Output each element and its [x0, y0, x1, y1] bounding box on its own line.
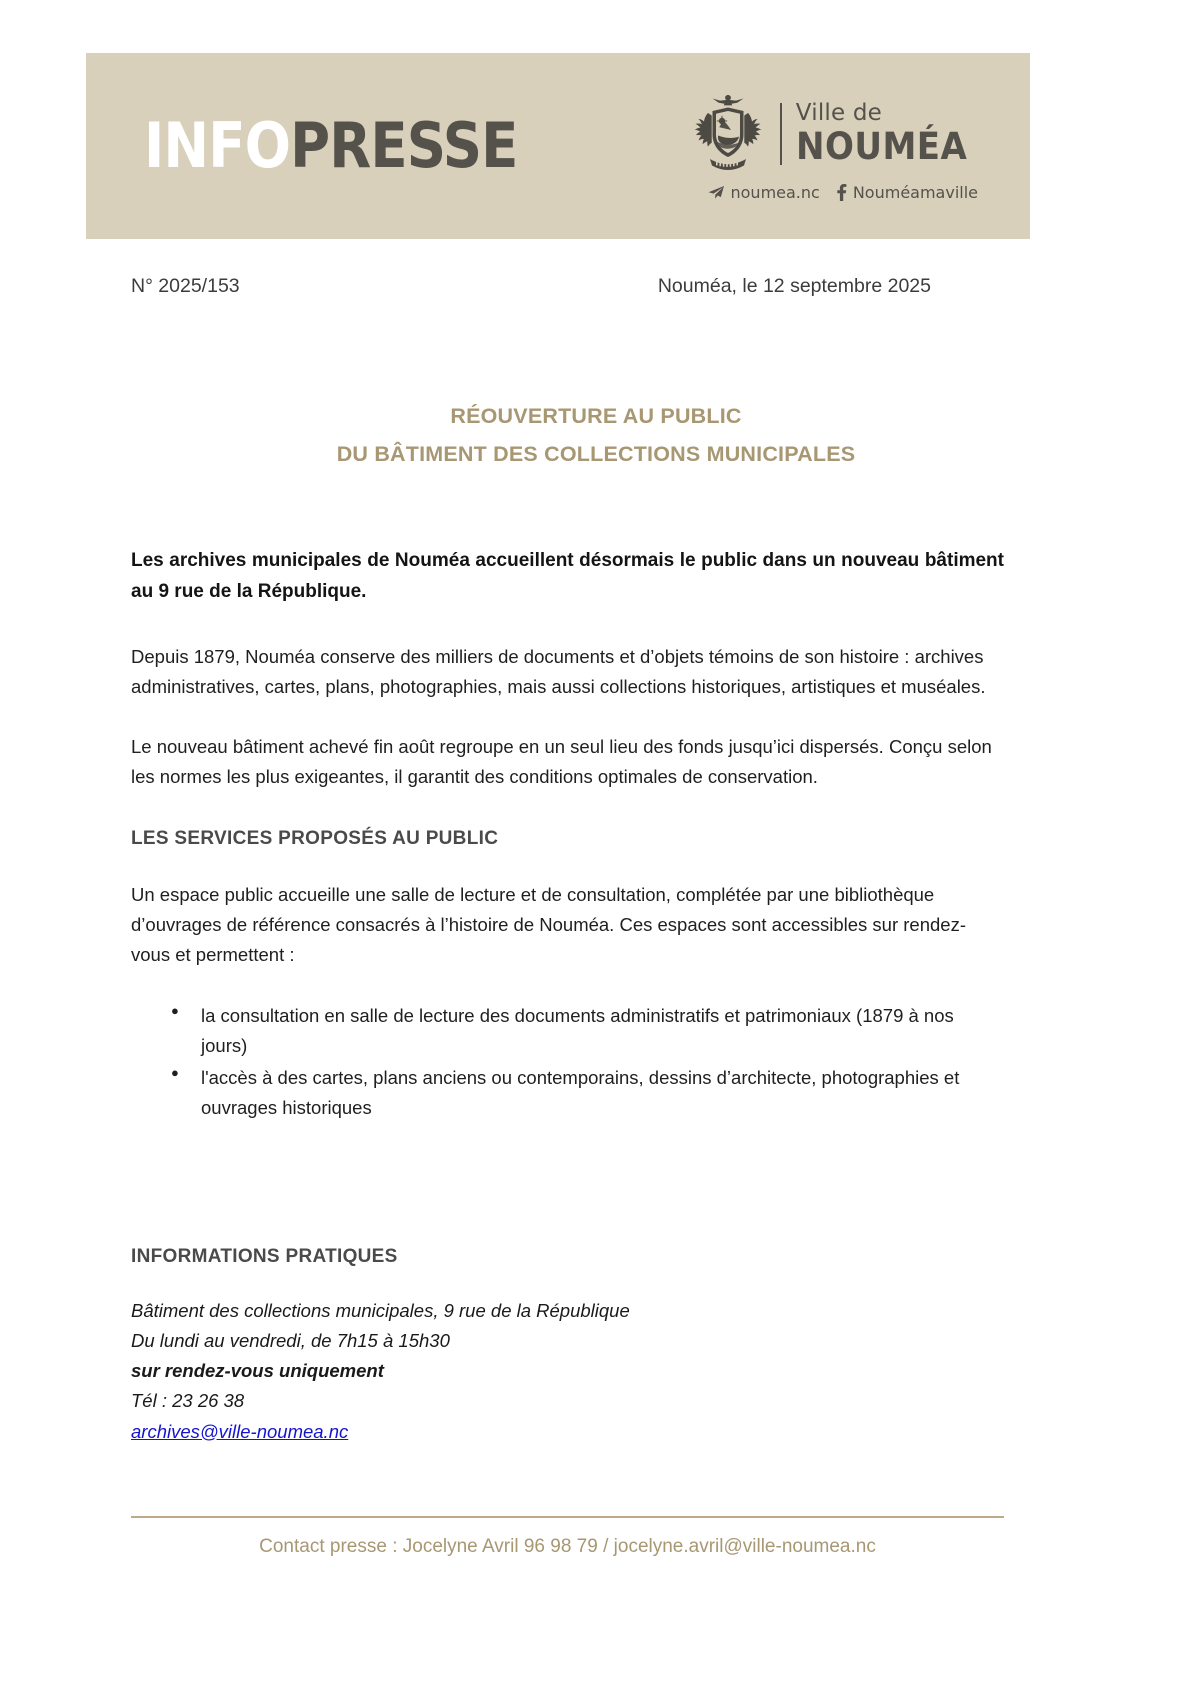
footer-contact-text[interactable]: Contact presse : Jocelyne Avril 96 98 79 / jocelyne.avril@ville-noumea.nc — [259, 1536, 876, 1557]
social-links-row — [708, 183, 983, 202]
brand-noumea-label: NOUMÉA — [795, 125, 968, 168]
brand-text — [795, 100, 982, 168]
place-and-date: Nouméa, le 12 septembre 2025 — [657, 275, 931, 297]
infopresse-wordmark — [144, 109, 518, 182]
practical-appointment-note: sur rendez-vous uniquement — [131, 1360, 384, 1382]
social-label-facebook: Nouméamaville — [852, 182, 978, 202]
paper-plane-icon — [708, 185, 725, 200]
page-title-line-1: RÉOUVERTURE AU PUBLIC — [450, 404, 742, 428]
practical-phone: Tél : 23 26 38 — [131, 1390, 245, 1412]
brand-divider — [780, 103, 782, 165]
footer-divider — [131, 1516, 1004, 1518]
social-label-website: noumea.nc — [730, 182, 820, 202]
lead-paragraph: Les archives municipales de Nouméa accueillent désormais le public dans un nouveau bâtiment au 9 rue de la République. — [131, 550, 1004, 602]
body-paragraph-3: Un espace public accueille une salle de lecture et de consultation, complétée par une bibliothèque d’ouvrages de référence consacrés à l’histoire de Nouméa. Ces espaces sont accessibles sur rendez-vous et permettent : — [131, 884, 966, 966]
document-body — [131, 546, 1004, 1125]
coat-of-arms-icon — [690, 91, 766, 177]
social-link-facebook[interactable] — [836, 183, 978, 202]
ville-de-noumea-logo — [690, 91, 982, 202]
section-heading-services: LES SERVICES PROPOSÉS AU PUBLIC — [131, 828, 499, 850]
page-title-line-2: DU BÂTIMENT DES COLLECTIONS MUNICIPALES — [336, 441, 856, 466]
practical-information-block — [131, 1246, 1004, 1447]
meta-line — [131, 275, 931, 298]
list-item: ● la consultation en salle de lecture des documents administratifs et patrimoniaux (1879 à nos jours) — [171, 1001, 1004, 1061]
body-paragraph-2: Le nouveau bâtiment achevé fin août regroupe en un seul lieu des fonds jusqu’ici dispersés. Conçu selon les normes les plus exigeantes, il garantit des conditions optimales de conservation. — [131, 735, 992, 787]
services-bullet-list — [131, 1001, 1004, 1124]
wordmark-presse: PRESSE — [290, 109, 518, 182]
list-item: ● l'accès à des cartes, plans anciens ou contemporains, dessins d’architecte, photographies et ouvrages historiques — [171, 1063, 1004, 1123]
footer-contact — [131, 1536, 1004, 1558]
brand-row — [690, 91, 982, 177]
body-paragraph-1: Depuis 1879, Nouméa conserve des milliers de documents et d’objets témoins de son histoire : archives administratives, cartes, plans, photographies, mais aussi collections historiques, artistiques et muséales. — [131, 645, 986, 697]
section-heading-practical: INFORMATIONS PRATIQUES — [131, 1246, 398, 1267]
brand-ville-label: Ville de — [795, 100, 883, 126]
wordmark-info: INFO — [144, 109, 291, 182]
practical-hours: Du lundi au vendredi, de 7h15 à 15h30 — [131, 1330, 450, 1352]
header-banner — [86, 53, 1030, 239]
practical-email-link[interactable]: archives@ville-noumea.nc — [131, 1420, 349, 1442]
social-link-website[interactable] — [708, 183, 820, 202]
facebook-icon — [836, 184, 847, 201]
page-title — [131, 398, 1061, 473]
document-reference: N° 2025/153 — [131, 275, 240, 297]
practical-address: Bâtiment des collections municipales, 9 rue de la République — [131, 1300, 630, 1321]
